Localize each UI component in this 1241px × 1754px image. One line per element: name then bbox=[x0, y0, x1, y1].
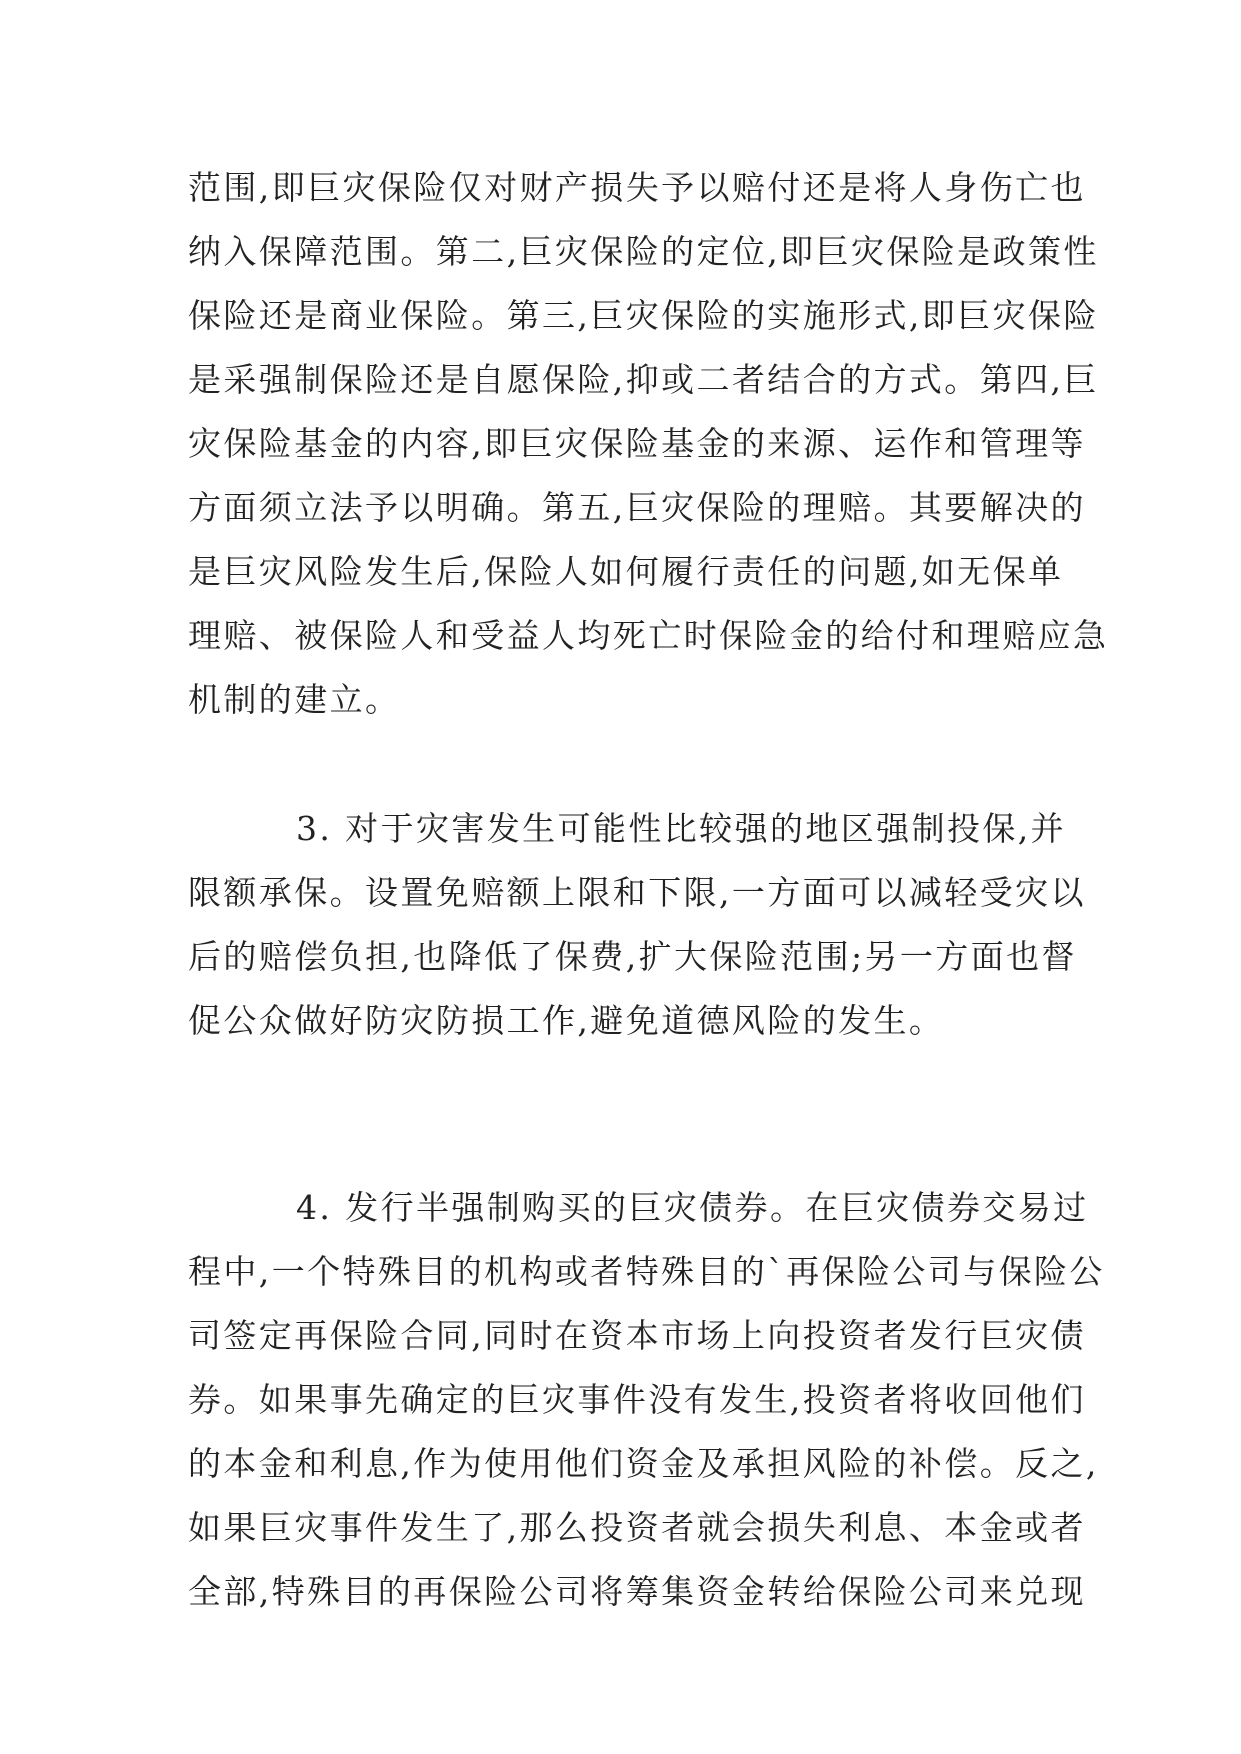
text-line-first: 4. 发行半强制购买的巨灾债券。在巨灾债券交易过 bbox=[296, 1188, 1089, 1227]
text-line: 全部,特殊目的再保险公司将筹集资金转给保险公司来兑现 bbox=[188, 1572, 1086, 1611]
paragraph-catastrophe-insurance-scope bbox=[188, 156, 1109, 732]
text-line: 纳入保障范围。第二,巨灾保险的定位,即巨灾保险是政策性 bbox=[188, 232, 1099, 271]
text-line: 如果巨灾事件发生了,那么投资者就会损失利息、本金或者 bbox=[188, 1508, 1086, 1547]
text-line: 券。如果事先确定的巨灾事件没有发生,投资者将收回他们 bbox=[188, 1380, 1086, 1419]
text-line: 机制的建立。 bbox=[188, 680, 401, 719]
text-line: 的本金和利息,作为使用他们资金及承担风险的补偿。反之, bbox=[188, 1444, 1099, 1483]
text-line: 保险还是商业保险。第三,巨灾保险的实施形式,即巨灾保险 bbox=[188, 296, 1099, 335]
text-line: 后的赔偿负担,也降低了保费,扩大保险范围;另一方面也督 bbox=[188, 937, 1077, 976]
text-line: 限额承保。设置免赔额上限和下限,一方面可以减轻受灾以 bbox=[188, 873, 1086, 912]
text-line: 促公众做好防灾防损工作,避免道德风险的发生。 bbox=[188, 1001, 945, 1040]
text-line: 是采强制保险还是自愿保险,抑或二者结合的方式。第四,巨 bbox=[188, 360, 1099, 399]
text-line: 司签定再保险合同,同时在资本市场上向投资者发行巨灾债 bbox=[188, 1316, 1086, 1355]
text-line: 是巨灾风险发生后,保险人如何履行责任的问题,如无保单 bbox=[188, 552, 1064, 591]
paragraph-item-3-mandatory-insurance bbox=[188, 797, 1086, 1053]
text-line: 灾保险基金的内容,即巨灾保险基金的来源、运作和管理等 bbox=[188, 424, 1086, 463]
text-line: 方面须立法予以明确。第五,巨灾保险的理赔。其要解决的 bbox=[188, 488, 1086, 527]
paragraph-item-4-catastrophe-bonds bbox=[188, 1176, 1105, 1624]
text-line-first: 3. 对于灾害发生可能性比较强的地区强制投保,并 bbox=[296, 809, 1067, 848]
text-line: 理赔、被保险人和受益人均死亡时保险金的给付和理赔应急 bbox=[188, 616, 1109, 655]
text-line: 程中,一个特殊目的机构或者特殊目的`再保险公司与保险公 bbox=[188, 1252, 1105, 1291]
text-line: 范围,即巨灾保险仅对财产损失予以赔付还是将人身伤亡也 bbox=[188, 168, 1086, 207]
